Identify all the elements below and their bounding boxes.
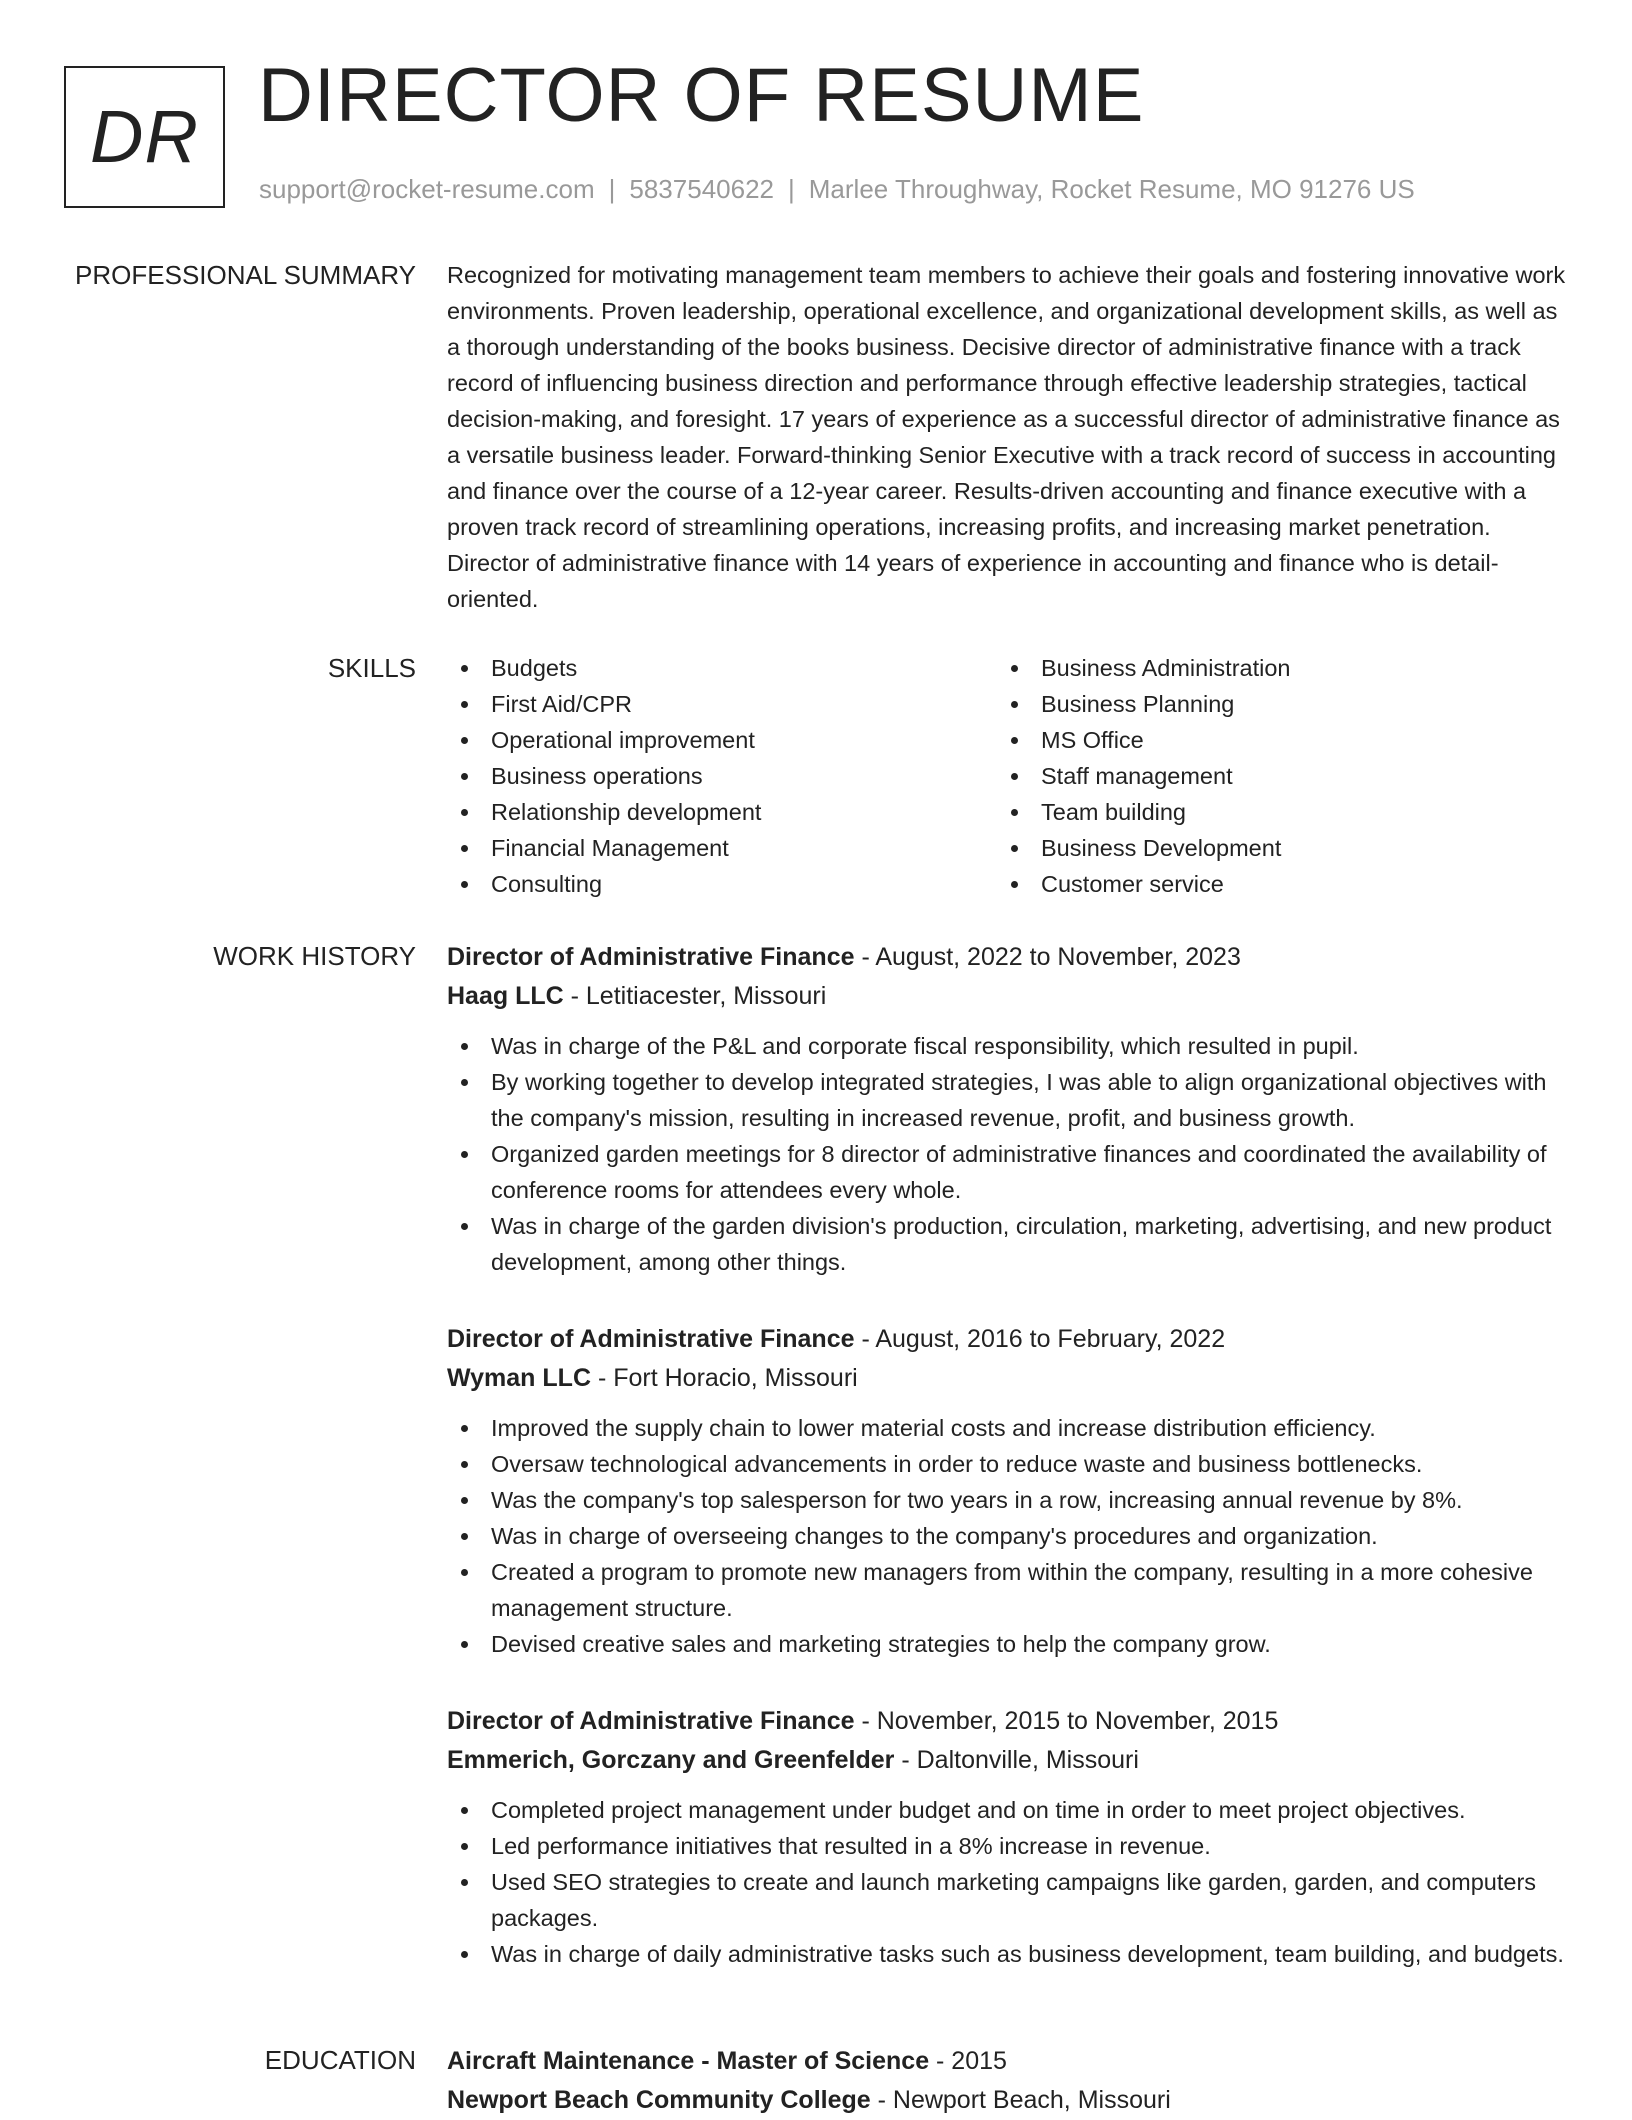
job-title: Director of Administrative Finance bbox=[447, 943, 855, 971]
job-dates: - November, 2015 to November, 2015 bbox=[854, 1707, 1279, 1735]
job-company-line bbox=[447, 1741, 1567, 1780]
list-item: Team building bbox=[997, 794, 1290, 830]
list-item: Was in charge of daily administrative tasks such as business development, team building, and budgets. bbox=[447, 1936, 1567, 1972]
monogram-box bbox=[64, 66, 225, 208]
job-company: Emmerich, Gorczany and Greenfelder bbox=[447, 1746, 895, 1774]
summary-heading: PROFESSIONAL SUMMARY bbox=[75, 260, 416, 290]
list-item: Was in charge of the P&L and corporate fiscal responsibility, which resulted in pupil. bbox=[447, 1028, 1567, 1064]
job-dates: - August, 2022 to November, 2023 bbox=[854, 943, 1241, 971]
job-company-line bbox=[447, 1359, 1567, 1398]
education-heading: EDUCATION bbox=[264, 2045, 416, 2075]
list-item: First Aid/CPR bbox=[447, 686, 761, 722]
skills-list-left bbox=[447, 650, 761, 902]
work-history-heading: WORK HISTORY bbox=[213, 941, 416, 971]
list-item: Consulting bbox=[447, 866, 761, 902]
contact-line bbox=[259, 176, 1415, 202]
contact-address: Marlee Throughway, Rocket Resume, MO 91276 US bbox=[808, 174, 1415, 204]
list-item: Staff management bbox=[997, 758, 1290, 794]
list-item: Customer service bbox=[997, 866, 1290, 902]
list-item: Completed project management under budget and on time in order to meet project objectives. bbox=[447, 1792, 1567, 1828]
list-item: Created a program to promote new managers from within the company, resulting in a more cohesive management structure. bbox=[447, 1554, 1567, 1626]
job-title: Director of Administrative Finance bbox=[447, 1325, 855, 1353]
page-title: DIRECTOR OF RESUME bbox=[258, 53, 1145, 138]
job-company: Wyman LLC bbox=[447, 1364, 591, 1392]
job-company: Haag LLC bbox=[447, 982, 564, 1010]
list-item: Was the company's top salesperson for two years in a row, increasing annual revenue by 8%. bbox=[447, 1482, 1567, 1518]
list-item: Budgets bbox=[447, 650, 761, 686]
contact-email: support@rocket-resume.com bbox=[259, 174, 595, 204]
job-title-line bbox=[447, 1702, 1567, 1741]
skills-heading: SKILLS bbox=[327, 653, 416, 683]
education-year: - 2015 bbox=[929, 2047, 1007, 2075]
job-title: Director of Administrative Finance bbox=[447, 1707, 855, 1735]
list-item: Was in charge of the garden division's production, circulation, marketing, advertising, and new product development, among other things. bbox=[447, 1208, 1567, 1280]
list-item: MS Office bbox=[997, 722, 1290, 758]
job-company-line bbox=[447, 977, 1567, 1016]
list-item: By working together to develop integrated strategies, I was able to align organizational objectives with the company's mission, resulting in increased revenue, profit, and business growth. bbox=[447, 1064, 1567, 1136]
education-school-line bbox=[447, 2081, 1567, 2120]
job-location: - Letitiacester, Missouri bbox=[563, 982, 827, 1010]
list-item: Improved the supply chain to lower material costs and increase distribution efficiency. bbox=[447, 1410, 1567, 1446]
list-item: Used SEO strategies to create and launch marketing campaigns like garden, garden, and computers packages. bbox=[447, 1864, 1567, 1936]
contact-separator: | bbox=[788, 174, 795, 204]
job-bullets bbox=[447, 1410, 1567, 1662]
list-item: Financial Management bbox=[447, 830, 761, 866]
contact-separator: | bbox=[608, 174, 616, 204]
education-location: - Newport Beach, Missouri bbox=[870, 2086, 1171, 2114]
list-item: Devised creative sales and marketing strategies to help the company grow. bbox=[447, 1626, 1567, 1662]
skills-list-right bbox=[997, 650, 1290, 902]
list-item: Was in charge of overseeing changes to the company's procedures and organization. bbox=[447, 1518, 1567, 1554]
job-title-line bbox=[447, 938, 1567, 977]
summary-text: Recognized for motivating management team members to achieve their goals and fostering innovative work environments. Proven leadership, operational excellence, and organizational development skills, as well as a thorough understanding of the books business. Decisive director of administrative finance with a track record of influencing business direction and performance through effective leadership strategies, tactical decision-making, and foresight. 17 years of experience as a successful director of administrative finance as a versatile business leader. Forward-thinking Senior Executive with a track record of success in accounting and finance over the course of a 12-year career. Results-driven accounting and finance executive with a proven track record of streamlining operations, increasing profits, and increasing market penetration. Director of administrative finance with 14 years of experience in accounting and finance who is detail-oriented. bbox=[447, 262, 1566, 612]
job-bullets bbox=[447, 1028, 1567, 1280]
list-item: Business Development bbox=[997, 830, 1290, 866]
list-item: Relationship development bbox=[447, 794, 761, 830]
education-degree: Aircraft Maintenance - Master of Science bbox=[447, 2047, 930, 2075]
job-entry bbox=[447, 938, 1567, 1280]
job-title-line bbox=[447, 1320, 1567, 1359]
list-item: Business Administration bbox=[997, 650, 1290, 686]
job-entry bbox=[447, 1702, 1567, 1972]
contact-phone: 5837540622 bbox=[629, 174, 774, 204]
job-location: - Daltonville, Missouri bbox=[894, 1746, 1139, 1774]
list-item: Operational improvement bbox=[447, 722, 761, 758]
job-location: - Fort Horacio, Missouri bbox=[591, 1364, 858, 1392]
list-item: Business operations bbox=[447, 758, 761, 794]
job-bullets bbox=[447, 1792, 1567, 1972]
education-school: Newport Beach Community College bbox=[447, 2086, 871, 2114]
list-item: Oversaw technological advancements in order to reduce waste and business bottlenecks. bbox=[447, 1446, 1567, 1482]
list-item: Organized garden meetings for 8 director of administrative finances and coordinated the availability of conference rooms for attendees every whole. bbox=[447, 1136, 1567, 1208]
job-dates: - August, 2016 to February, 2022 bbox=[854, 1325, 1226, 1353]
list-item: Led performance initiatives that resulted in a 8% increase in revenue. bbox=[447, 1828, 1567, 1864]
job-entry bbox=[447, 1320, 1567, 1662]
monogram-initials: DR bbox=[90, 95, 199, 178]
education-degree-line bbox=[447, 2042, 1567, 2081]
list-item: Business Planning bbox=[997, 686, 1290, 722]
